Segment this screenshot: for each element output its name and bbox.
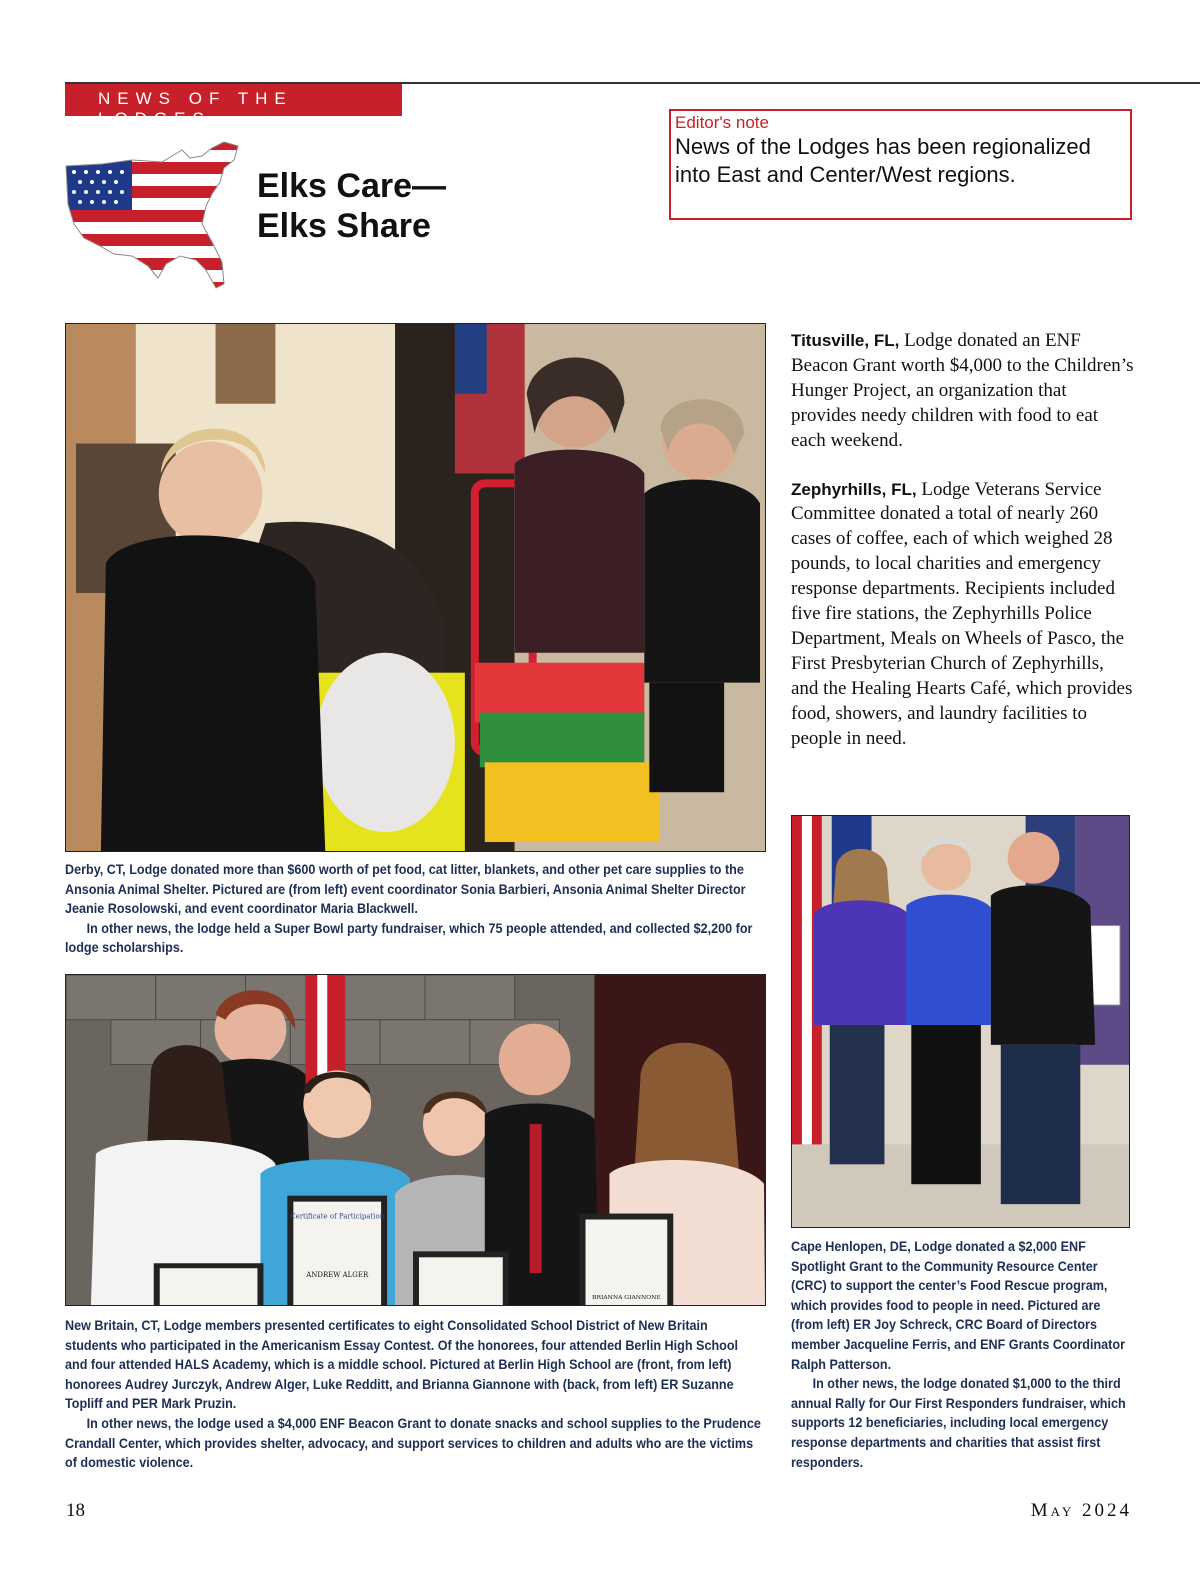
editor-note-label: Editor's note	[675, 113, 769, 132]
new-britain-photo	[65, 974, 766, 1306]
certificate-name-brianna: BRIANNA GIANNONE	[592, 1294, 661, 1302]
page-number: 18	[66, 1500, 85, 1521]
us-flag-map-icon	[62, 138, 242, 294]
derby-caption-text: Lodge donated more than $600 worth of pet food, cat litter, blankets, and other pet care supplies to the Ansonia Animal Shelter. Pictured are (from left) event coordinator Sonia Barbieri, Ansonia Animal Shelter Director Jeanie Rosolowski, and event coordinator Maria Blackwell.	[65, 861, 746, 917]
editor-note-text: News of the Lodges has been regionalized into East and Center/West regions.	[675, 134, 1091, 187]
new-britain-caption	[65, 1316, 763, 1473]
new-britain-place: New Britain, CT,	[65, 1317, 161, 1333]
section-tag: NEWS OF THE LODGES	[65, 84, 402, 116]
headline-line-2: Elks Share	[257, 207, 431, 245]
new-britain-caption-text: Lodge members presented certificates to eight Consolidated School District of New Britain students who participated in the Americanism Essay Contest. Of the honorees, four attended Berlin High School and four attended HALS Academy, which is a middle school. Pictured at Berlin High School are (front, from left) honorees Audrey Jurczyk, Andrew Alger, Luke Redditt, and Brianna Giannone with (back, from left) ER Suzanne Topliff and PER Mark Pruzin.	[65, 1317, 739, 1412]
zephyrhills-article	[791, 478, 1136, 752]
certificate-name-andrew: ANDREW ALGER	[306, 1271, 369, 1280]
derby-caption-text-2: In other news, the lodge held a Super Bowl party fundraiser, which 75 people attended, and collected $2,200 for lodge scholarships.	[65, 919, 753, 956]
headline-line-1: Elks Care—	[257, 167, 446, 205]
headline	[257, 166, 446, 246]
editor-note-box	[669, 109, 1132, 220]
zephyrhills-text: Lodge Veterans Service Committee donated a total of nearly 260 cases of coffee, each of which weighed 28 pounds, to local charities and emergency response departments. Recipients included five fire stations, the Zephyrhills Police Department, Meals on Wheels of Pasco, the First Presbyterian Church of Zephyrhills, and the Healing Hearts Café, which provides food, showers, and laundry facilities to people in need.	[791, 478, 1133, 749]
titusville-place: Titusville, FL,	[791, 331, 900, 350]
cape-henlopen-caption-text: Lodge donated a $2,000 ENF Spotlight Grant to the Community Resource Center (CRC) to support the center’s Food Rescue program, which provides food to people in need. Pictured are (from left) ER Joy Schreck, CRC Board of Directors member Jacqueline Ferris, and ENF Grants Coordinator Ralph Patterson.	[791, 1238, 1125, 1372]
certificate-heading: Certificate of Participation	[290, 1212, 385, 1221]
cape-henlopen-place: Cape Henlopen, DE,	[791, 1238, 911, 1254]
article-column	[791, 329, 1136, 776]
titusville-text: Lodge donated an ENF Beacon Grant worth $4,000 to the Children’s Hunger Project, an organization that provides needy children with food to eat each weekend.	[791, 330, 1134, 451]
issue-date: May 2024	[1030, 1500, 1132, 1521]
derby-place: Derby, CT,	[65, 861, 126, 877]
titusville-article	[791, 329, 1136, 454]
new-britain-caption-text-2: In other news, the lodge used a $4,000 ENF Beacon Grant to donate snacks and school supplies to the Prudence Crandall Center, which provides shelter, advocacy, and support services to children and adults who are the victims of domestic violence.	[65, 1414, 761, 1471]
cape-henlopen-photo	[791, 815, 1130, 1228]
derby-photo	[65, 323, 766, 852]
derby-caption	[65, 860, 765, 958]
cape-henlopen-caption-text-2: In other news, the lodge donated $1,000 to the third annual Rally for Our First Responders fundraiser, which supports 12 beneficiaries, including local emergency response departments and charities that assist first responders.	[791, 1375, 1126, 1470]
zephyrhills-place: Zephyrhills, FL,	[791, 479, 917, 499]
cape-henlopen-caption	[791, 1237, 1131, 1472]
